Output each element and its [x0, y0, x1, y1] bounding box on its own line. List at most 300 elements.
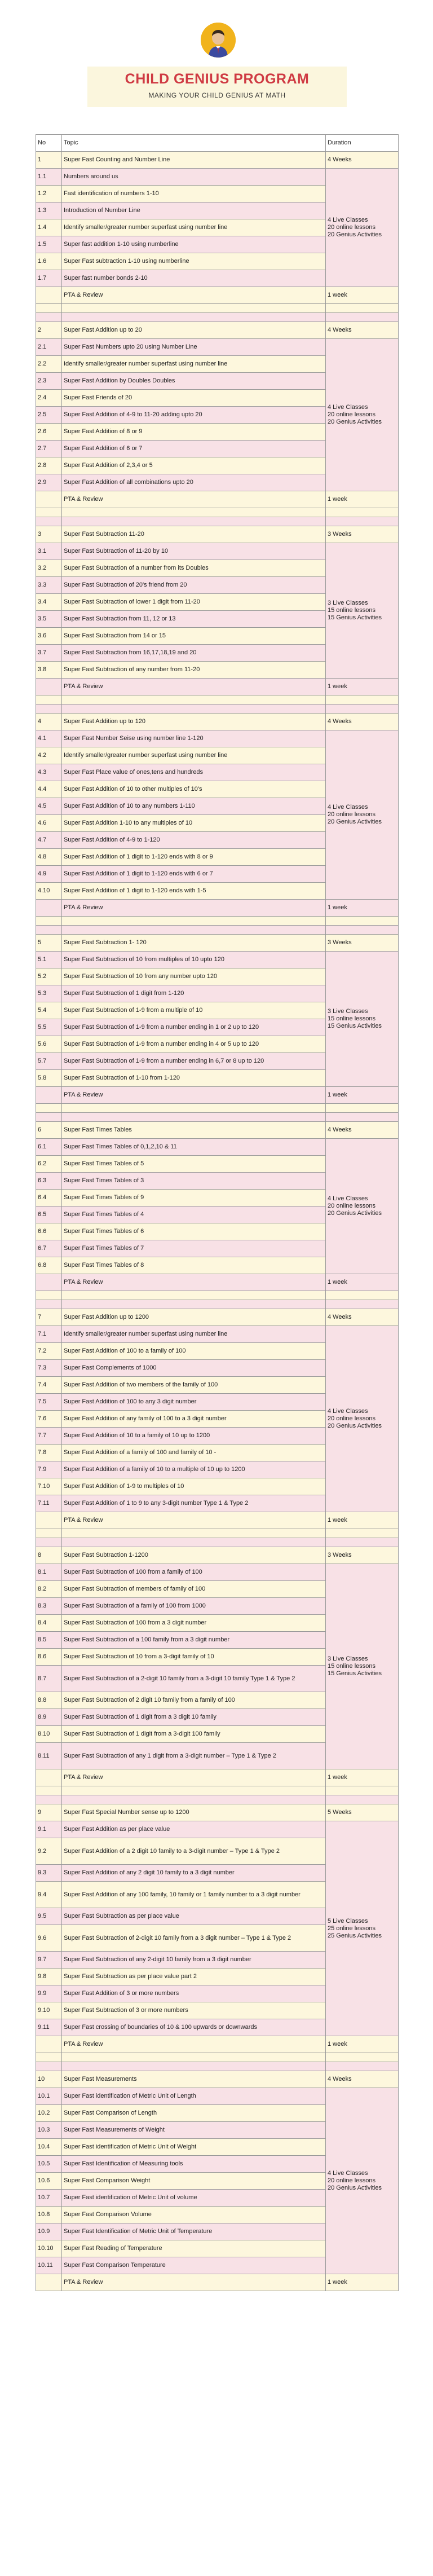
spacer-row	[36, 313, 399, 322]
lesson-number: 8.11	[36, 1743, 62, 1769]
unit-classes-summary	[326, 339, 399, 491]
lesson-topic: Super Fast Addition of a 2 digit 10 family to a 3-digit number – Type 1 & Type 2	[62, 1838, 326, 1865]
lesson-number: 4.7	[36, 832, 62, 849]
lesson-number: 6.4	[36, 1190, 62, 1206]
lesson-number: 5.6	[36, 1036, 62, 1053]
lesson-number: 6.6	[36, 1223, 62, 1240]
lesson-topic: Super Fast identification of Metric Unit of Length	[62, 2088, 326, 2105]
lesson-topic: Super Fast Measurements of Weight	[62, 2122, 326, 2139]
review-row	[36, 1769, 399, 1786]
unit-number: 2	[36, 322, 62, 339]
review-title: PTA & Review	[62, 1087, 326, 1104]
spacer-cell	[36, 1300, 62, 1309]
spacer-cell	[36, 917, 62, 926]
spacer-cell	[62, 1104, 326, 1113]
spacer-cell	[326, 2062, 399, 2071]
classes-summary-line: 25 online lessons	[328, 1925, 376, 1932]
unit-title: Super Fast Addition up to 20	[62, 322, 326, 339]
review-number	[36, 1769, 62, 1786]
lesson-topic: Super Fast Times Tables of 7	[62, 1240, 326, 1257]
lesson-topic: Super Fast Subtraction from 11, 12 or 13	[62, 611, 326, 628]
unit-title-row	[36, 1804, 399, 1821]
classes-summary-line: 4 Live Classes	[328, 217, 368, 223]
review-duration: 1 week	[326, 900, 399, 917]
spacer-cell	[62, 517, 326, 526]
review-number	[36, 1087, 62, 1104]
lesson-number: 1.2	[36, 186, 62, 202]
unit-title: Super Fast Special Number sense up to 1200	[62, 1804, 326, 1821]
spacer-row	[36, 695, 399, 704]
unit-title-row	[36, 1547, 399, 1564]
lesson-number: 9.8	[36, 1969, 62, 1985]
lesson-topic: Super Fast Addition of 1 to 9 to any 3-digit number Type 1 & Type 2	[62, 1495, 326, 1512]
lesson-number: 5.2	[36, 968, 62, 985]
lesson-number: 3.2	[36, 560, 62, 577]
classes-summary-line: 25 Genius Activities	[328, 1932, 382, 1939]
unit-title: Super Fast Times Tables	[62, 1122, 326, 1139]
lesson-row	[36, 1139, 399, 1156]
lesson-topic: Super Fast Identification of Metric Unit of Temperature	[62, 2223, 326, 2240]
lesson-number: 7.4	[36, 1377, 62, 1394]
classes-summary-line: 20 online lessons	[328, 224, 376, 231]
lesson-topic: Super Fast Addition of 100 to a family of 100	[62, 1343, 326, 1360]
review-number	[36, 1274, 62, 1291]
spacer-cell	[62, 917, 326, 926]
classes-summary-line: 4 Live Classes	[328, 1408, 368, 1415]
page-header	[0, 0, 433, 116]
review-number	[36, 900, 62, 917]
lesson-topic: Super Fast Subtraction of a 2-digit 10 family from a 3-digit 10 family Type 1 & Type 2	[62, 1666, 326, 1692]
lesson-number: 10.5	[36, 2156, 62, 2173]
review-number	[36, 491, 62, 508]
spacer-cell	[326, 926, 399, 935]
spacer-cell	[62, 1786, 326, 1795]
lesson-topic: Introduction of Number Line	[62, 202, 326, 219]
program-banner	[87, 67, 347, 107]
lesson-number: 10.11	[36, 2257, 62, 2274]
lesson-topic: Super Fast Addition of 10 to any numbers 1-110	[62, 798, 326, 815]
lesson-topic: Super Fast identification of Metric Unit of Weight	[62, 2139, 326, 2156]
lesson-number: 2.7	[36, 441, 62, 457]
review-title: PTA & Review	[62, 900, 326, 917]
lesson-number: 3.6	[36, 628, 62, 645]
lesson-number: 5.1	[36, 952, 62, 968]
lesson-row	[36, 1326, 399, 1343]
classes-summary-line: 4 Live Classes	[328, 1195, 368, 1202]
spacer-cell	[326, 517, 399, 526]
lesson-topic: Super Fast Number Seise using number line 1-120	[62, 730, 326, 747]
lesson-topic: Super Fast crossing of boundaries of 10 & 100 upwards or downwards	[62, 2019, 326, 2036]
lesson-topic: Super Fast Addition of 3 or more numbers	[62, 1985, 326, 2002]
classes-summary-line: 20 online lessons	[328, 811, 376, 818]
review-title: PTA & Review	[62, 2274, 326, 2291]
spacer-row	[36, 917, 399, 926]
classes-summary-line: 20 online lessons	[328, 1203, 376, 1209]
lesson-number: 2.4	[36, 390, 62, 407]
classes-summary-line: 3 Live Classes	[328, 1655, 368, 1662]
unit-duration: 3 Weeks	[326, 935, 399, 952]
lesson-number: 8.9	[36, 1709, 62, 1726]
review-duration: 1 week	[326, 2036, 399, 2053]
lesson-topic: Super Fast Addition of 8 or 9	[62, 424, 326, 441]
spacer-cell	[36, 2062, 62, 2071]
classes-summary-line: 15 Genius Activities	[328, 1670, 382, 1677]
lesson-number: 9.9	[36, 1985, 62, 2002]
spacer-cell	[62, 1300, 326, 1309]
spacer-row	[36, 926, 399, 935]
lesson-number: 7.6	[36, 1411, 62, 1428]
lesson-topic: Fast identification of numbers 1-10	[62, 186, 326, 202]
unit-title: Super Fast Subtraction 11-20	[62, 526, 326, 543]
lesson-topic: Super Fast Addition of a family of 10 to a multiple of 10 up to 1200	[62, 1461, 326, 1478]
lesson-number: 8.3	[36, 1598, 62, 1615]
review-duration: 1 week	[326, 287, 399, 304]
classes-summary-line: 4 Live Classes	[328, 804, 368, 811]
spacer-cell	[36, 695, 62, 704]
spacer-cell	[62, 1538, 326, 1547]
lesson-topic: Super Fast Subtraction of a number from its Doubles	[62, 560, 326, 577]
spacer-row	[36, 508, 399, 517]
lesson-row	[36, 952, 399, 968]
classes-summary-line: 15 Genius Activities	[328, 1023, 382, 1029]
lesson-topic: Super Fast Comparison of Length	[62, 2105, 326, 2122]
lesson-number: 6.7	[36, 1240, 62, 1257]
lesson-number: 7.11	[36, 1495, 62, 1512]
unit-number: 1	[36, 152, 62, 169]
spacer-cell	[62, 1529, 326, 1538]
unit-number: 3	[36, 526, 62, 543]
spacer-cell	[62, 304, 326, 313]
spacer-cell	[36, 517, 62, 526]
lesson-topic: Super Fast Addition of 1-9 to multiples of 10	[62, 1478, 326, 1495]
review-duration: 1 week	[326, 1087, 399, 1104]
lesson-number: 7.10	[36, 1478, 62, 1495]
unit-title-row	[36, 935, 399, 952]
lesson-topic: Super Fast Addition of 1 digit to 1-120 ends with 6 or 7	[62, 866, 326, 883]
lesson-topic: Super Fast Subtraction of 1-9 from a multiple of 10	[62, 1002, 326, 1019]
lesson-topic: Super Fast Times Tables of 4	[62, 1206, 326, 1223]
lesson-number: 8.8	[36, 1692, 62, 1709]
lesson-number: 10.9	[36, 2223, 62, 2240]
unit-duration: 4 Weeks	[326, 322, 399, 339]
spacer-cell	[36, 1291, 62, 1300]
unit-title-row	[36, 152, 399, 169]
lesson-number: 9.7	[36, 1952, 62, 1969]
unit-title: Super Fast Measurements	[62, 2071, 326, 2088]
spacer-row	[36, 2053, 399, 2062]
lesson-topic: Super Fast Addition of a family of 100 and family of 10 -	[62, 1445, 326, 1461]
unit-title-row	[36, 2071, 399, 2088]
lesson-number: 5.5	[36, 1019, 62, 1036]
spacer-row	[36, 1538, 399, 1547]
spacer-cell	[62, 1795, 326, 1804]
lesson-row	[36, 1821, 399, 1838]
unit-classes-summary	[326, 1139, 399, 1274]
lesson-number: 9.6	[36, 1925, 62, 1952]
lesson-number: 1.3	[36, 202, 62, 219]
unit-title: Super Fast Subtraction 1- 120	[62, 935, 326, 952]
classes-summary-line: 4 Live Classes	[328, 404, 368, 411]
review-title: PTA & Review	[62, 2036, 326, 2053]
lesson-topic: Super Fast subtraction 1-10 using numberline	[62, 253, 326, 270]
unit-number: 8	[36, 1547, 62, 1564]
lesson-number: 9.1	[36, 1821, 62, 1838]
lesson-topic: Super Fast Subtraction of lower 1 digit from 11-20	[62, 594, 326, 611]
lesson-number: 3.3	[36, 577, 62, 594]
classes-summary-line: 3 Live Classes	[328, 1008, 368, 1015]
classes-summary-line: 20 online lessons	[328, 411, 376, 418]
lesson-topic: Super Fast Identification of Measuring tools	[62, 2156, 326, 2173]
spacer-cell	[326, 1529, 399, 1538]
column-header-topic: Topic	[62, 135, 326, 152]
spacer-cell	[62, 1113, 326, 1122]
spacer-cell	[36, 704, 62, 714]
unit-duration: 5 Weeks	[326, 1804, 399, 1821]
lesson-row	[36, 1564, 399, 1581]
spacer-cell	[62, 1291, 326, 1300]
lesson-number: 4.6	[36, 815, 62, 832]
lesson-topic: Super Fast Addition of 10 to a family of 10 up to 1200	[62, 1428, 326, 1445]
lesson-row	[36, 730, 399, 747]
lesson-number: 3.4	[36, 594, 62, 611]
review-number	[36, 2274, 62, 2291]
lesson-topic: Identify smaller/greater number superfast using number line	[62, 219, 326, 236]
lesson-topic: Super Fast Addition of 1 digit to 1-120 ends with 1-5	[62, 883, 326, 900]
classes-summary-line: 3 Live Classes	[328, 600, 368, 606]
lesson-topic: Super Fast Subtraction of 3 or more numbers	[62, 2002, 326, 2019]
lesson-topic: Super Fast Addition 1-10 to any multiples of 10	[62, 815, 326, 832]
review-duration: 1 week	[326, 679, 399, 695]
lesson-number: 9.2	[36, 1838, 62, 1865]
lesson-topic: Super Fast Times Tables of 0,1,2,10 & 11	[62, 1139, 326, 1156]
review-row	[36, 900, 399, 917]
unit-duration: 4 Weeks	[326, 1309, 399, 1326]
lesson-number: 6.8	[36, 1257, 62, 1274]
spacer-cell	[62, 695, 326, 704]
lesson-number: 9.11	[36, 2019, 62, 2036]
lesson-topic: Super Fast Reading of Temperature	[62, 2240, 326, 2257]
lesson-number: 10.1	[36, 2088, 62, 2105]
review-row	[36, 287, 399, 304]
lesson-topic: Super Fast Friends of 20	[62, 390, 326, 407]
lesson-number: 10.2	[36, 2105, 62, 2122]
classes-summary-line: 20 online lessons	[328, 2177, 376, 2184]
lesson-number: 4.1	[36, 730, 62, 747]
spacer-cell	[36, 1786, 62, 1795]
spacer-row	[36, 1104, 399, 1113]
lesson-topic: Super Fast Subtraction of 1-9 from a number ending in 6,7 or 8 up to 120	[62, 1053, 326, 1070]
unit-number: 6	[36, 1122, 62, 1139]
unit-duration: 3 Weeks	[326, 1547, 399, 1564]
spacer-row	[36, 704, 399, 714]
unit-number: 9	[36, 1804, 62, 1821]
lesson-number: 1.6	[36, 253, 62, 270]
classes-summary-line: 20 Genius Activities	[328, 818, 382, 825]
lesson-topic: Super Fast Times Tables of 9	[62, 1190, 326, 1206]
column-header-no: No	[36, 135, 62, 152]
lesson-number: 10.7	[36, 2190, 62, 2207]
lesson-topic: Super Fast Subtraction of 20's friend from 20	[62, 577, 326, 594]
lesson-topic: Super Fast Addition of 4-9 to 1-120	[62, 832, 326, 849]
lesson-number: 8.1	[36, 1564, 62, 1581]
lesson-topic: Super Fast Subtraction of 10 from any number upto 120	[62, 968, 326, 985]
classes-summary-line: 20 Genius Activities	[328, 231, 382, 238]
spacer-cell	[36, 313, 62, 322]
spacer-cell	[326, 1291, 399, 1300]
unit-duration: 4 Weeks	[326, 152, 399, 169]
spacer-cell	[36, 1529, 62, 1538]
lesson-row	[36, 169, 399, 186]
lesson-topic: Super Fast Subtraction of 100 from a family of 100	[62, 1564, 326, 1581]
program-title: CHILD GENIUS PROGRAM	[125, 71, 310, 87]
lesson-topic: Numbers around us	[62, 169, 326, 186]
review-title: PTA & Review	[62, 679, 326, 695]
spacer-cell	[62, 926, 326, 935]
unit-number: 7	[36, 1309, 62, 1326]
lesson-number: 4.3	[36, 764, 62, 781]
lesson-topic: Super Fast Subtraction of 10 from a 3-digit family of 10	[62, 1649, 326, 1666]
spacer-cell	[36, 304, 62, 313]
lesson-topic: Identify smaller/greater number superfast using number line	[62, 1326, 326, 1343]
review-row	[36, 2036, 399, 2053]
unit-number: 4	[36, 714, 62, 730]
spacer-row	[36, 1529, 399, 1538]
lesson-number: 4.9	[36, 866, 62, 883]
review-duration: 1 week	[326, 491, 399, 508]
lesson-topic: Super Fast Subtraction of any 1 digit from a 3-digit number – Type 1 & Type 2	[62, 1743, 326, 1769]
lesson-number: 3.1	[36, 543, 62, 560]
unit-title-row	[36, 714, 399, 730]
review-row	[36, 1274, 399, 1291]
lesson-number: 2.8	[36, 457, 62, 474]
unit-title-row	[36, 1309, 399, 1326]
spacer-cell	[326, 1538, 399, 1547]
lesson-topic: Super Fast Subtraction from 14 or 15	[62, 628, 326, 645]
spacer-row	[36, 304, 399, 313]
lesson-number: 8.6	[36, 1649, 62, 1666]
lesson-number: 4.10	[36, 883, 62, 900]
lesson-number: 1.4	[36, 219, 62, 236]
review-number	[36, 287, 62, 304]
spacer-cell	[36, 926, 62, 935]
unit-classes-summary	[326, 952, 399, 1087]
spacer-row	[36, 1795, 399, 1804]
review-title: PTA & Review	[62, 287, 326, 304]
lesson-number: 5.8	[36, 1070, 62, 1087]
spacer-cell	[326, 508, 399, 517]
unit-classes-summary	[326, 730, 399, 900]
spacer-cell	[326, 1113, 399, 1122]
spacer-cell	[62, 508, 326, 517]
unit-title-row	[36, 1122, 399, 1139]
lesson-topic: Super Fast Comparison Volume	[62, 2207, 326, 2223]
unit-duration: 3 Weeks	[326, 526, 399, 543]
lesson-number: 9.10	[36, 2002, 62, 2019]
unit-duration: 4 Weeks	[326, 1122, 399, 1139]
lesson-topic: Super Fast Addition of 6 or 7	[62, 441, 326, 457]
unit-classes-summary	[326, 1564, 399, 1769]
lesson-number: 6.3	[36, 1173, 62, 1190]
review-duration: 1 week	[326, 1769, 399, 1786]
lesson-topic: Super fast addition 1-10 using numberline	[62, 236, 326, 253]
lesson-number: 7.9	[36, 1461, 62, 1478]
lesson-topic: Super Fast Addition of any family of 100 to a 3 digit number	[62, 1411, 326, 1428]
lesson-topic: Super Fast Subtraction of any 2-digit 10 family from a 3 digit number	[62, 1952, 326, 1969]
unit-title-row	[36, 322, 399, 339]
lesson-topic: Super Fast Times Tables of 5	[62, 1156, 326, 1173]
review-title: PTA & Review	[62, 1512, 326, 1529]
program-subtitle: MAKING YOUR CHILD GENIUS AT MATH	[148, 91, 286, 99]
lesson-number: 8.10	[36, 1726, 62, 1743]
classes-summary-line: 20 Genius Activities	[328, 419, 382, 425]
lesson-topic: Super Fast Subtraction of 1 digit from 1-120	[62, 985, 326, 1002]
classes-summary-line: 20 Genius Activities	[328, 1210, 382, 1217]
lesson-topic: Super Fast Subtraction of 1-9 from a number ending in 1 or 2 up to 120	[62, 1019, 326, 1036]
classes-summary-line: 15 online lessons	[328, 607, 376, 614]
lesson-number: 4.4	[36, 781, 62, 798]
lesson-topic: Super Fast Comparison Weight	[62, 2173, 326, 2190]
review-title: PTA & Review	[62, 1274, 326, 1291]
lesson-topic: Super Fast identification of Metric Unit of volume	[62, 2190, 326, 2207]
unit-classes-summary	[326, 169, 399, 287]
lesson-number: 8.4	[36, 1615, 62, 1632]
lesson-topic: Super Fast Subtraction of 2-digit 10 family from a 3 digit number – Type 1 & Type 2	[62, 1925, 326, 1952]
lesson-topic: Super Fast Place value of ones,tens and hundreds	[62, 764, 326, 781]
lesson-topic: Super Fast Subtraction of 2 digit 10 family from a family of 100	[62, 1692, 326, 1709]
lesson-number: 7.3	[36, 1360, 62, 1377]
review-duration: 1 week	[326, 1274, 399, 1291]
lesson-number: 7.5	[36, 1394, 62, 1411]
lesson-number: 10.3	[36, 2122, 62, 2139]
spacer-cell	[326, 1786, 399, 1795]
curriculum-body	[36, 135, 399, 2291]
lesson-number: 2.6	[36, 424, 62, 441]
lesson-topic: Super Fast Subtraction of any number from 11-20	[62, 662, 326, 679]
lesson-topic: Super Fast Addition of 10 to other multiples of 10's	[62, 781, 326, 798]
lesson-topic: Super Fast Subtraction of a 100 family from a 3 digit number	[62, 1632, 326, 1649]
lesson-topic: Super Fast Subtraction of 1 digit from a 3-digit 100 family	[62, 1726, 326, 1743]
lesson-topic: Super Fast Subtraction of members of family of 100	[62, 1581, 326, 1598]
spacer-cell	[62, 2062, 326, 2071]
spacer-row	[36, 517, 399, 526]
lesson-number: 10.8	[36, 2207, 62, 2223]
unit-title: Super Fast Addition up to 120	[62, 714, 326, 730]
lesson-topic: Super Fast Subtraction from 16,17,18,19 and 20	[62, 645, 326, 662]
lesson-topic: Super Fast Times Tables of 8	[62, 1257, 326, 1274]
spacer-cell	[326, 313, 399, 322]
review-row	[36, 1512, 399, 1529]
lesson-number: 3.7	[36, 645, 62, 662]
spacer-row	[36, 1113, 399, 1122]
spacer-cell	[36, 508, 62, 517]
spacer-cell	[62, 2053, 326, 2062]
unit-title-row	[36, 526, 399, 543]
unit-number: 5	[36, 935, 62, 952]
lesson-topic: Super Fast Subtraction of 1-10 from 1-120	[62, 1070, 326, 1087]
unit-title: Super Fast Addition up to 1200	[62, 1309, 326, 1326]
review-duration: 1 week	[326, 1512, 399, 1529]
child-genius-logo	[201, 23, 236, 58]
lesson-number: 8.5	[36, 1632, 62, 1649]
spacer-row	[36, 1300, 399, 1309]
review-title: PTA & Review	[62, 1769, 326, 1786]
lesson-number: 5.3	[36, 985, 62, 1002]
spacer-cell	[326, 1300, 399, 1309]
review-number	[36, 1512, 62, 1529]
spacer-row	[36, 2062, 399, 2071]
lesson-topic: Super Fast Addition of 100 to any 3 digit number	[62, 1394, 326, 1411]
lesson-topic: Super Fast Complements of 1000	[62, 1360, 326, 1377]
